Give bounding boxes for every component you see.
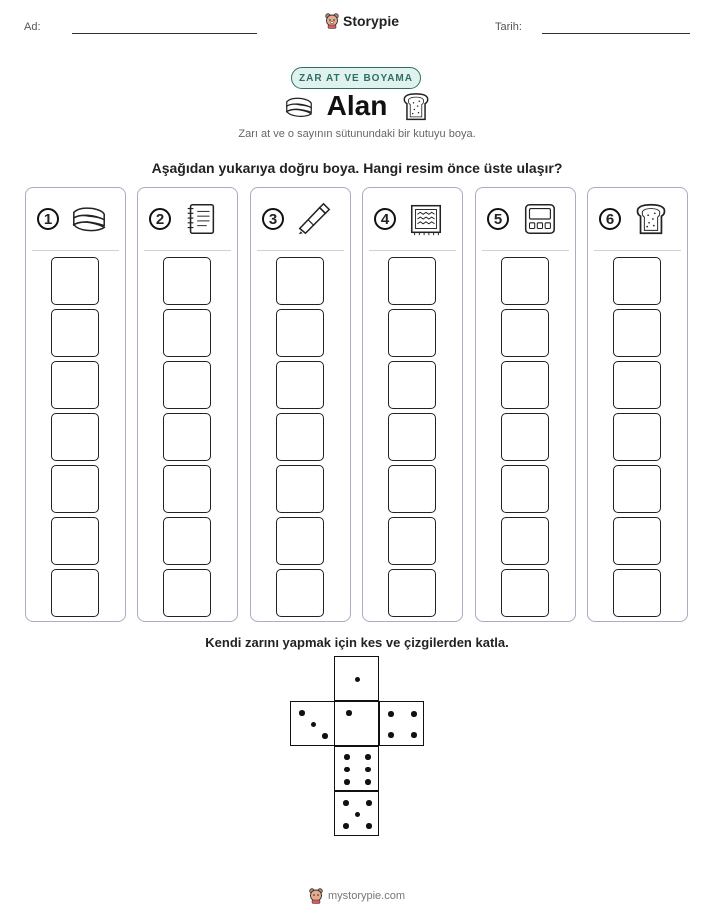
color-box[interactable] [51, 309, 99, 357]
column-4 [362, 187, 463, 622]
column-number: 5 [487, 208, 509, 230]
bear-icon [325, 13, 339, 29]
dice-pip [344, 754, 350, 760]
timer-icon [520, 202, 558, 236]
name-label: Ad: [24, 21, 41, 33]
towel-icon [70, 202, 108, 236]
column-divider [369, 250, 456, 251]
color-box[interactable] [51, 517, 99, 565]
color-box[interactable] [276, 361, 324, 409]
color-box[interactable] [51, 465, 99, 513]
brand-logo [325, 13, 399, 29]
rug-icon [407, 202, 445, 236]
toast-icon [402, 92, 430, 122]
instruction: Aşağıdan yukarıya doğru boya. Hangi resim önce üste ulaşır? [151, 160, 563, 176]
column-divider [144, 250, 231, 251]
brand-name: Storypie [343, 13, 400, 29]
column-number: 2 [149, 208, 171, 230]
column-3 [250, 187, 351, 622]
notebook-icon [182, 202, 220, 236]
dice-pip [299, 710, 305, 716]
dice-pip [388, 732, 394, 738]
column-divider [594, 250, 681, 251]
column-6 [587, 187, 688, 622]
dice-pip [343, 800, 349, 806]
color-box[interactable] [388, 309, 436, 357]
dice-pip [343, 823, 349, 829]
color-box[interactable] [613, 257, 661, 305]
color-box[interactable] [163, 569, 211, 617]
dice-face-1 [334, 656, 379, 701]
column-divider [32, 250, 119, 251]
footer-url[interactable]: mystorypie.com [327, 890, 406, 902]
color-box[interactable] [501, 569, 549, 617]
color-box[interactable] [276, 517, 324, 565]
color-box[interactable] [501, 465, 549, 513]
dice-pip [322, 733, 328, 739]
column-number: 4 [374, 208, 396, 230]
color-box[interactable] [51, 413, 99, 461]
dice-pip [346, 710, 352, 716]
dice-pip [411, 711, 417, 717]
color-box[interactable] [276, 413, 324, 461]
column-1 [25, 187, 126, 622]
activity-badge: ZAR AT VE BOYAMA [291, 67, 421, 89]
color-box[interactable] [276, 569, 324, 617]
color-box[interactable] [163, 361, 211, 409]
color-box[interactable] [276, 309, 324, 357]
dice-face-5 [334, 791, 379, 836]
dice-pip [344, 779, 350, 785]
subtitle: Zarı at ve o sayının sütunundaki bir kutuyu boya. [238, 128, 476, 140]
column-divider [257, 250, 344, 251]
dice-pip [311, 722, 317, 728]
color-box[interactable] [51, 361, 99, 409]
color-box[interactable] [51, 257, 99, 305]
dice-pip [366, 823, 372, 829]
name-line[interactable] [72, 33, 257, 34]
color-box[interactable] [501, 517, 549, 565]
column-number: 6 [599, 208, 621, 230]
color-box[interactable] [613, 309, 661, 357]
crayon-icon [295, 202, 333, 236]
dice-pip [365, 767, 371, 773]
color-box[interactable] [163, 413, 211, 461]
dice-face-1b [334, 701, 379, 746]
dice-pip [355, 677, 361, 683]
color-box[interactable] [613, 413, 661, 461]
color-box[interactable] [388, 361, 436, 409]
page-title: Alan [326, 90, 388, 121]
date-line[interactable] [542, 33, 690, 34]
color-box[interactable] [501, 361, 549, 409]
column-divider [482, 250, 569, 251]
toast-icon [632, 202, 670, 236]
color-box[interactable] [388, 413, 436, 461]
color-box[interactable] [388, 257, 436, 305]
dice-pip [365, 754, 371, 760]
color-box[interactable] [613, 517, 661, 565]
dice-pip [344, 767, 350, 773]
color-box[interactable] [501, 413, 549, 461]
color-box[interactable] [51, 569, 99, 617]
color-box[interactable] [276, 465, 324, 513]
color-box[interactable] [613, 569, 661, 617]
color-box[interactable] [388, 569, 436, 617]
column-number: 1 [37, 208, 59, 230]
color-box[interactable] [613, 361, 661, 409]
color-box[interactable] [163, 309, 211, 357]
column-2 [137, 187, 238, 622]
fold-instruction: Kendi zarını yapmak için kes ve çizgilerden katla. [205, 635, 509, 650]
color-box[interactable] [388, 517, 436, 565]
dice-face-6 [334, 746, 379, 791]
color-box[interactable] [501, 257, 549, 305]
footer [0, 888, 714, 904]
dice-pip [388, 711, 394, 717]
color-box[interactable] [163, 465, 211, 513]
dice-pip [411, 732, 417, 738]
column-number: 3 [262, 208, 284, 230]
dice-face-3 [290, 701, 335, 746]
color-box[interactable] [613, 465, 661, 513]
dice-pip [355, 812, 361, 818]
column-5 [475, 187, 576, 622]
color-box[interactable] [388, 465, 436, 513]
color-box[interactable] [163, 517, 211, 565]
dice-face-4 [379, 701, 424, 746]
dice-pip [365, 779, 371, 785]
color-box[interactable] [163, 257, 211, 305]
date-label: Tarih: [495, 21, 522, 33]
color-box[interactable] [501, 309, 549, 357]
color-box[interactable] [276, 257, 324, 305]
dice-pip [366, 800, 372, 806]
bear-icon [309, 888, 323, 904]
